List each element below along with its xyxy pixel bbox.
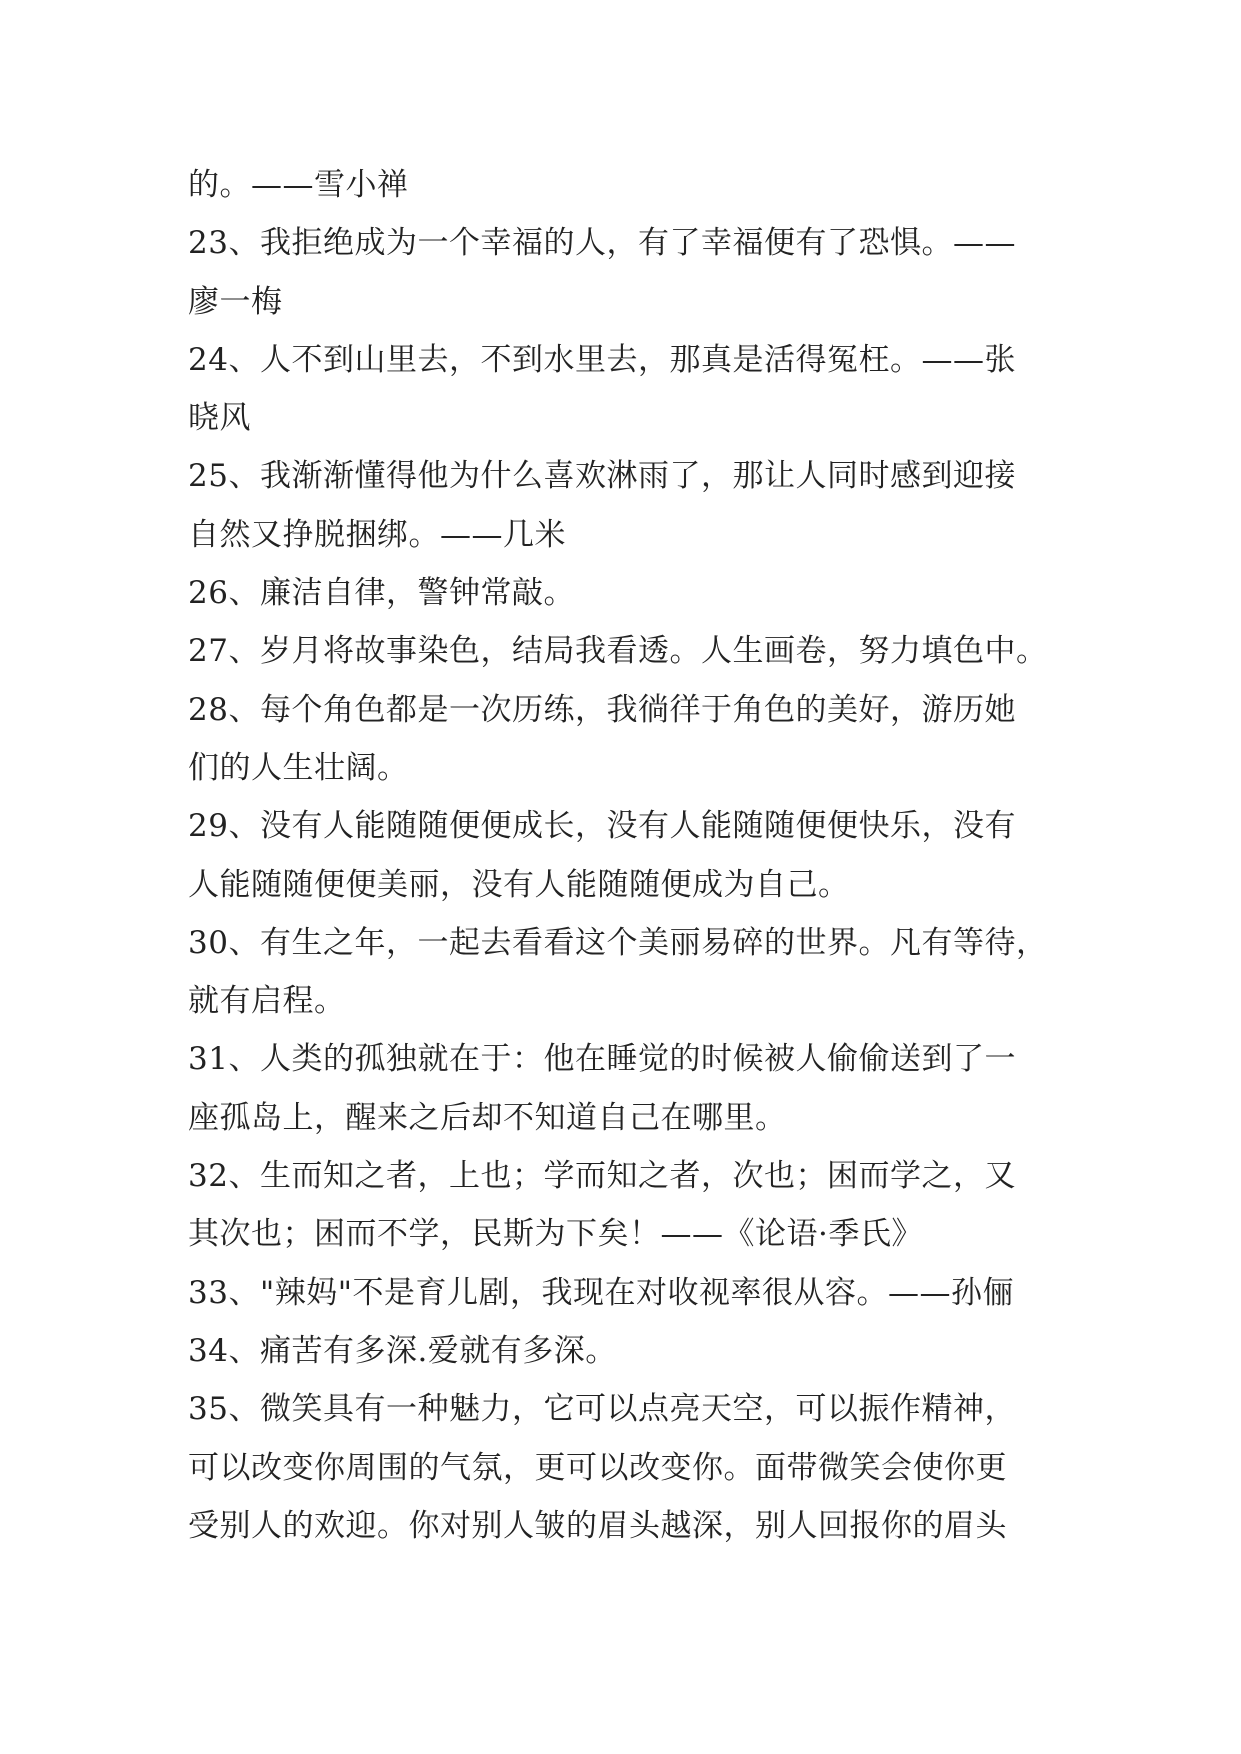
text-line: 受别人的欢迎。你对别人皱的眉头越深，别人回报你的眉头 (188, 1507, 1007, 1544)
text-line: 32、生而知之者，上也；学而知之者，次也；困而学之，又 (188, 1158, 1016, 1195)
text-line: 29、没有人能随随便便成长，没有人能随随便便快乐，没有 (188, 808, 1016, 845)
text-line: 人能随随便便美丽，没有人能随随便成为自己。 (188, 866, 850, 903)
text-line: 座孤岛上，醒来之后却不知道自己在哪里。 (188, 1099, 787, 1136)
text-line: 33、"辣妈"不是育儿剧，我现在对收视率很从容。——孙俪 (188, 1274, 1014, 1311)
text-line: 24、人不到山里去，不到水里去，那真是活得冤枉。——张 (188, 341, 1016, 378)
document-text (188, 156, 1068, 1555)
text-line: 可以改变你周围的气氛，更可以改变你。面带微笑会使你更 (188, 1449, 1007, 1486)
text-line: 自然又挣脱捆绑。——几米 (188, 516, 566, 553)
text-line: 廖一梅 (188, 283, 283, 320)
text-line: 们的人生壮阔。 (188, 749, 409, 786)
text-line: 25、我渐渐懂得他为什么喜欢淋雨了，那让人同时感到迎接 (188, 458, 1016, 495)
text-line: 27、岁月将故事染色，结局我看透。人生画卷，努力填色中。 (188, 633, 1048, 670)
text-line: 其次也；困而不学，民斯为下矣！——《论语·季氏》 (188, 1216, 923, 1253)
text-line: 31、人类的孤独就在于：他在睡觉的时候被人偷偷送到了一 (188, 1041, 1016, 1078)
text-line: 就有启程。 (188, 983, 346, 1020)
text-line: 35、微笑具有一种魅力，它可以点亮天空，可以振作精神， (188, 1391, 1016, 1428)
text-line: 晓风 (188, 400, 251, 437)
text-line: 的。——雪小禅 (188, 167, 409, 203)
text-line: 28、每个角色都是一次历练，我徜徉于角色的美好，游历她 (188, 691, 1016, 728)
text-line: 23、我拒绝成为一个幸福的人，有了幸福便有了恐惧。—— (188, 225, 1016, 262)
text-line: 30、有生之年，一起去看看这个美丽易碎的世界。凡有等待， (188, 924, 1048, 961)
text-line: 26、廉洁自律，警钟常敲。 (188, 575, 575, 612)
text-line: 34、痛苦有多深.爱就有多深。 (188, 1332, 617, 1369)
